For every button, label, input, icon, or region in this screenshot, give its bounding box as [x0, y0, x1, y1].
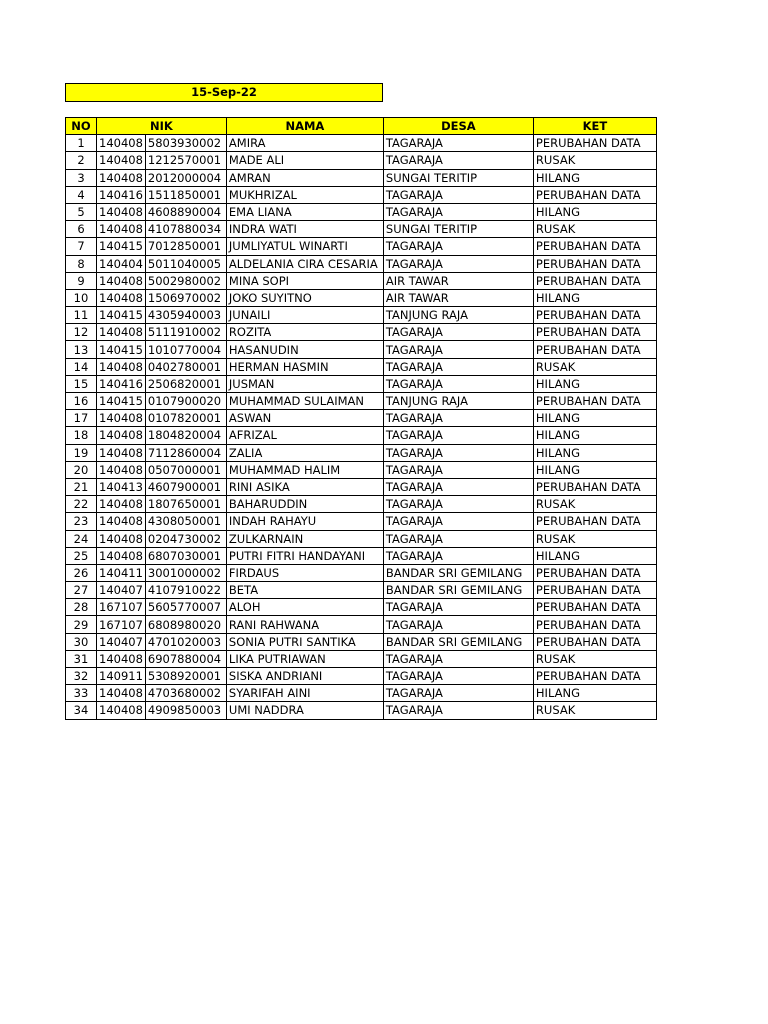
cell-no: 24 — [66, 530, 97, 547]
cell-no: 16 — [66, 393, 97, 410]
cell-nama: JUSMAN — [226, 375, 383, 392]
cell-ket: PERUBAHAN DATA — [533, 341, 656, 358]
cell-no: 29 — [66, 616, 97, 633]
cell-nama: BETA — [226, 582, 383, 599]
table-row — [66, 272, 657, 289]
cell-nik-suffix: 3001000002 — [145, 564, 226, 581]
cell-nama: LIKA PUTRIAWAN — [226, 650, 383, 667]
cell-nik-prefix: 140415 — [97, 341, 146, 358]
cell-nik-prefix: 140408 — [97, 685, 146, 702]
cell-desa: TAGARAJA — [383, 358, 533, 375]
cell-no: 31 — [66, 650, 97, 667]
table-row — [66, 633, 657, 650]
cell-desa: TAGARAJA — [383, 324, 533, 341]
cell-desa: TAGARAJA — [383, 203, 533, 220]
cell-ket: PERUBAHAN DATA — [533, 668, 656, 685]
data-table — [65, 117, 657, 720]
cell-ket: RUSAK — [533, 358, 656, 375]
cell-nik-suffix: 1010770004 — [145, 341, 226, 358]
cell-desa: BANDAR SRI GEMILANG — [383, 564, 533, 581]
cell-nama: HERMAN HASMIN — [226, 358, 383, 375]
cell-nik-suffix: 4107910022 — [145, 582, 226, 599]
cell-nik-prefix: 140408 — [97, 496, 146, 513]
cell-no: 22 — [66, 496, 97, 513]
table-row — [66, 668, 657, 685]
table-row — [66, 341, 657, 358]
cell-nik-suffix: 6808980020 — [145, 616, 226, 633]
cell-ket: HILANG — [533, 685, 656, 702]
cell-desa: TANJUNG RAJA — [383, 393, 533, 410]
table-row — [66, 547, 657, 564]
cell-nik-prefix: 140413 — [97, 478, 146, 495]
cell-nama: JUNAILI — [226, 307, 383, 324]
cell-nama: AFRIZAL — [226, 427, 383, 444]
cell-nama: JOKO SUYITNO — [226, 289, 383, 306]
cell-nama: UMI NADDRA — [226, 702, 383, 719]
cell-desa: TAGARAJA — [383, 410, 533, 427]
table-row — [66, 496, 657, 513]
cell-desa: TAGARAJA — [383, 186, 533, 203]
cell-desa: SUNGAI TERITIP — [383, 169, 533, 186]
cell-ket: PERUBAHAN DATA — [533, 324, 656, 341]
cell-ket: PERUBAHAN DATA — [533, 582, 656, 599]
cell-nik-suffix: 4701020003 — [145, 633, 226, 650]
table-row — [66, 152, 657, 169]
cell-no: 25 — [66, 547, 97, 564]
cell-ket: PERUBAHAN DATA — [533, 272, 656, 289]
cell-desa: BANDAR SRI GEMILANG — [383, 582, 533, 599]
cell-nik-suffix: 1506970002 — [145, 289, 226, 306]
table-row — [66, 307, 657, 324]
cell-nik-prefix: 140408 — [97, 221, 146, 238]
table-row — [66, 169, 657, 186]
cell-nik-prefix: 140407 — [97, 582, 146, 599]
cell-ket: RUSAK — [533, 530, 656, 547]
cell-ket: PERUBAHAN DATA — [533, 633, 656, 650]
cell-nama: ASWAN — [226, 410, 383, 427]
cell-nama: PUTRI FITRI HANDAYANI — [226, 547, 383, 564]
cell-nik-prefix: 140408 — [97, 272, 146, 289]
cell-nik-suffix: 5002980002 — [145, 272, 226, 289]
table-row — [66, 375, 657, 392]
cell-no: 5 — [66, 203, 97, 220]
cell-no: 33 — [66, 685, 97, 702]
cell-nama: SISKA ANDRIANI — [226, 668, 383, 685]
table-row — [66, 616, 657, 633]
cell-nik-prefix: 140408 — [97, 530, 146, 547]
cell-desa: AIR TAWAR — [383, 289, 533, 306]
cell-ket: PERUBAHAN DATA — [533, 135, 656, 152]
cell-nik-prefix: 140407 — [97, 633, 146, 650]
table-row — [66, 410, 657, 427]
cell-desa: TAGARAJA — [383, 341, 533, 358]
table-row — [66, 324, 657, 341]
cell-ket: PERUBAHAN DATA — [533, 238, 656, 255]
cell-nama: MUHAMMAD SULAIMAN — [226, 393, 383, 410]
cell-nik-prefix: 140408 — [97, 152, 146, 169]
cell-ket: HILANG — [533, 444, 656, 461]
cell-no: 17 — [66, 410, 97, 427]
cell-ket: PERUBAHAN DATA — [533, 564, 656, 581]
cell-nik-prefix: 140408 — [97, 135, 146, 152]
cell-nama: MUHAMMAD HALIM — [226, 461, 383, 478]
cell-no: 8 — [66, 255, 97, 272]
table-row — [66, 685, 657, 702]
cell-ket: PERUBAHAN DATA — [533, 616, 656, 633]
cell-nik-suffix: 4305940003 — [145, 307, 226, 324]
cell-nik-suffix: 1807650001 — [145, 496, 226, 513]
cell-nik-prefix: 140408 — [97, 410, 146, 427]
cell-no: 13 — [66, 341, 97, 358]
cell-nik-suffix: 2506820001 — [145, 375, 226, 392]
cell-nik-prefix: 140408 — [97, 547, 146, 564]
column-header-nama: NAMA — [226, 118, 383, 135]
cell-no: 11 — [66, 307, 97, 324]
cell-nik-prefix: 140408 — [97, 358, 146, 375]
table-row — [66, 650, 657, 667]
cell-desa: TAGARAJA — [383, 255, 533, 272]
cell-desa: TAGARAJA — [383, 152, 533, 169]
cell-nik-suffix: 0107820001 — [145, 410, 226, 427]
cell-nik-suffix: 0107900020 — [145, 393, 226, 410]
cell-desa: AIR TAWAR — [383, 272, 533, 289]
cell-no: 32 — [66, 668, 97, 685]
cell-nik-suffix: 1511850001 — [145, 186, 226, 203]
table-row — [66, 238, 657, 255]
cell-desa: TANJUNG RAJA — [383, 307, 533, 324]
cell-no: 9 — [66, 272, 97, 289]
cell-desa: TAGARAJA — [383, 599, 533, 616]
cell-no: 15 — [66, 375, 97, 392]
cell-nik-prefix: 167107 — [97, 599, 146, 616]
cell-nik-suffix: 4308050001 — [145, 513, 226, 530]
table-row — [66, 358, 657, 375]
cell-no: 23 — [66, 513, 97, 530]
cell-desa: BANDAR SRI GEMILANG — [383, 633, 533, 650]
cell-no: 27 — [66, 582, 97, 599]
column-header-nik: NIK — [97, 118, 227, 135]
cell-no: 21 — [66, 478, 97, 495]
cell-ket: PERUBAHAN DATA — [533, 393, 656, 410]
cell-nama: ZULKARNAIN — [226, 530, 383, 547]
table-row — [66, 582, 657, 599]
cell-nama: MUKHRIZAL — [226, 186, 383, 203]
cell-nik-suffix: 7112860004 — [145, 444, 226, 461]
table-row — [66, 702, 657, 719]
column-header-ket: KET — [533, 118, 656, 135]
cell-nama: ALOH — [226, 599, 383, 616]
cell-nik-suffix: 4607900001 — [145, 478, 226, 495]
table-row — [66, 599, 657, 616]
cell-desa: TAGARAJA — [383, 478, 533, 495]
cell-no: 20 — [66, 461, 97, 478]
cell-ket: PERUBAHAN DATA — [533, 513, 656, 530]
cell-ket: RUSAK — [533, 702, 656, 719]
cell-no: 19 — [66, 444, 97, 461]
cell-desa: TAGARAJA — [383, 461, 533, 478]
cell-nik-suffix: 1804820004 — [145, 427, 226, 444]
cell-nik-suffix: 6807030001 — [145, 547, 226, 564]
cell-no: 7 — [66, 238, 97, 255]
cell-nik-suffix: 1212570001 — [145, 152, 226, 169]
date-header: 15-Sep-22 — [65, 83, 383, 102]
table-row — [66, 203, 657, 220]
cell-no: 18 — [66, 427, 97, 444]
cell-nik-suffix: 2012000004 — [145, 169, 226, 186]
cell-nik-prefix: 140408 — [97, 324, 146, 341]
cell-ket: HILANG — [533, 289, 656, 306]
table-row — [66, 530, 657, 547]
cell-nik-suffix: 7012850001 — [145, 238, 226, 255]
cell-no: 14 — [66, 358, 97, 375]
cell-nik-prefix: 140408 — [97, 203, 146, 220]
cell-nama: ZALIA — [226, 444, 383, 461]
cell-nama: JUMLIYATUL WINARTI — [226, 238, 383, 255]
cell-no: 26 — [66, 564, 97, 581]
cell-ket: HILANG — [533, 547, 656, 564]
cell-no: 34 — [66, 702, 97, 719]
cell-nik-suffix: 0204730002 — [145, 530, 226, 547]
cell-nik-prefix: 140411 — [97, 564, 146, 581]
table-row — [66, 513, 657, 530]
table-body — [66, 135, 657, 719]
cell-no: 3 — [66, 169, 97, 186]
table-row — [66, 221, 657, 238]
cell-ket: HILANG — [533, 461, 656, 478]
column-header-desa: DESA — [383, 118, 533, 135]
cell-ket: RUSAK — [533, 650, 656, 667]
cell-no: 6 — [66, 221, 97, 238]
cell-nik-suffix: 4608890004 — [145, 203, 226, 220]
cell-no: 12 — [66, 324, 97, 341]
cell-desa: TAGARAJA — [383, 547, 533, 564]
table-header-row — [66, 118, 657, 135]
cell-nama: MADE ALI — [226, 152, 383, 169]
cell-ket: HILANG — [533, 375, 656, 392]
cell-no: 30 — [66, 633, 97, 650]
cell-ket: HILANG — [533, 410, 656, 427]
table-row — [66, 289, 657, 306]
cell-ket: PERUBAHAN DATA — [533, 307, 656, 324]
cell-desa: TAGARAJA — [383, 616, 533, 633]
cell-nama: MINA SOPI — [226, 272, 383, 289]
cell-nama: FIRDAUS — [226, 564, 383, 581]
cell-nama: SYARIFAH AINI — [226, 685, 383, 702]
cell-no: 1 — [66, 135, 97, 152]
cell-desa: TAGARAJA — [383, 685, 533, 702]
cell-nik-suffix: 5111910002 — [145, 324, 226, 341]
table-row — [66, 255, 657, 272]
cell-nama: SONIA PUTRI SANTIKA — [226, 633, 383, 650]
cell-desa: TAGARAJA — [383, 496, 533, 513]
cell-nik-suffix: 6907880004 — [145, 650, 226, 667]
cell-ket: PERUBAHAN DATA — [533, 186, 656, 203]
table-row — [66, 186, 657, 203]
cell-ket: RUSAK — [533, 221, 656, 238]
cell-nik-prefix: 140911 — [97, 668, 146, 685]
cell-nik-suffix: 0507000001 — [145, 461, 226, 478]
cell-nik-prefix: 140408 — [97, 461, 146, 478]
cell-desa: TAGARAJA — [383, 135, 533, 152]
cell-nik-prefix: 140408 — [97, 702, 146, 719]
cell-nama: ALDELANIA CIRA CESARIA — [226, 255, 383, 272]
cell-nik-prefix: 140408 — [97, 427, 146, 444]
cell-nik-suffix: 4107880034 — [145, 221, 226, 238]
cell-desa: TAGARAJA — [383, 702, 533, 719]
cell-no: 10 — [66, 289, 97, 306]
cell-nama: ROZITA — [226, 324, 383, 341]
cell-ket: HILANG — [533, 203, 656, 220]
table-row — [66, 564, 657, 581]
cell-nama: EMA LIANA — [226, 203, 383, 220]
table-row — [66, 461, 657, 478]
cell-no: 2 — [66, 152, 97, 169]
cell-nik-suffix: 5803930002 — [145, 135, 226, 152]
cell-nama: BAHARUDDIN — [226, 496, 383, 513]
cell-nik-prefix: 167107 — [97, 616, 146, 633]
cell-nik-suffix: 4909850003 — [145, 702, 226, 719]
cell-nik-prefix: 140415 — [97, 307, 146, 324]
cell-nik-suffix: 5605770007 — [145, 599, 226, 616]
cell-desa: TAGARAJA — [383, 427, 533, 444]
cell-no: 4 — [66, 186, 97, 203]
cell-no: 28 — [66, 599, 97, 616]
cell-nik-prefix: 140408 — [97, 289, 146, 306]
table-row — [66, 478, 657, 495]
cell-desa: TAGARAJA — [383, 530, 533, 547]
cell-nik-prefix: 140415 — [97, 238, 146, 255]
cell-desa: TAGARAJA — [383, 444, 533, 461]
cell-nik-prefix: 140408 — [97, 513, 146, 530]
table-row — [66, 444, 657, 461]
cell-nama: AMRAN — [226, 169, 383, 186]
cell-nik-suffix: 0402780001 — [145, 358, 226, 375]
cell-desa: TAGARAJA — [383, 650, 533, 667]
table-row — [66, 393, 657, 410]
cell-nik-prefix: 140404 — [97, 255, 146, 272]
cell-nik-prefix: 140408 — [97, 444, 146, 461]
cell-nama: RANI RAHWANA — [226, 616, 383, 633]
cell-nik-prefix: 140416 — [97, 375, 146, 392]
table-row — [66, 427, 657, 444]
cell-ket: PERUBAHAN DATA — [533, 478, 656, 495]
cell-ket: RUSAK — [533, 152, 656, 169]
cell-nik-suffix: 4703680002 — [145, 685, 226, 702]
cell-desa: TAGARAJA — [383, 375, 533, 392]
cell-nama: HASANUDIN — [226, 341, 383, 358]
table-row — [66, 135, 657, 152]
cell-nik-prefix: 140408 — [97, 650, 146, 667]
cell-desa: SUNGAI TERITIP — [383, 221, 533, 238]
cell-nama: INDAH RAHAYU — [226, 513, 383, 530]
cell-desa: TAGARAJA — [383, 238, 533, 255]
cell-ket: PERUBAHAN DATA — [533, 599, 656, 616]
cell-nik-suffix: 5308920001 — [145, 668, 226, 685]
cell-ket: HILANG — [533, 169, 656, 186]
cell-desa: TAGARAJA — [383, 668, 533, 685]
cell-nama: INDRA WATI — [226, 221, 383, 238]
cell-ket: RUSAK — [533, 496, 656, 513]
cell-nama: AMIRA — [226, 135, 383, 152]
cell-desa: TAGARAJA — [383, 513, 533, 530]
cell-nik-prefix: 140415 — [97, 393, 146, 410]
cell-ket: PERUBAHAN DATA — [533, 255, 656, 272]
cell-nik-prefix: 140416 — [97, 186, 146, 203]
column-header-no: NO — [66, 118, 97, 135]
cell-nama: RINI ASIKA — [226, 478, 383, 495]
cell-nik-prefix: 140408 — [97, 169, 146, 186]
cell-nik-suffix: 5011040005 — [145, 255, 226, 272]
cell-ket: HILANG — [533, 427, 656, 444]
